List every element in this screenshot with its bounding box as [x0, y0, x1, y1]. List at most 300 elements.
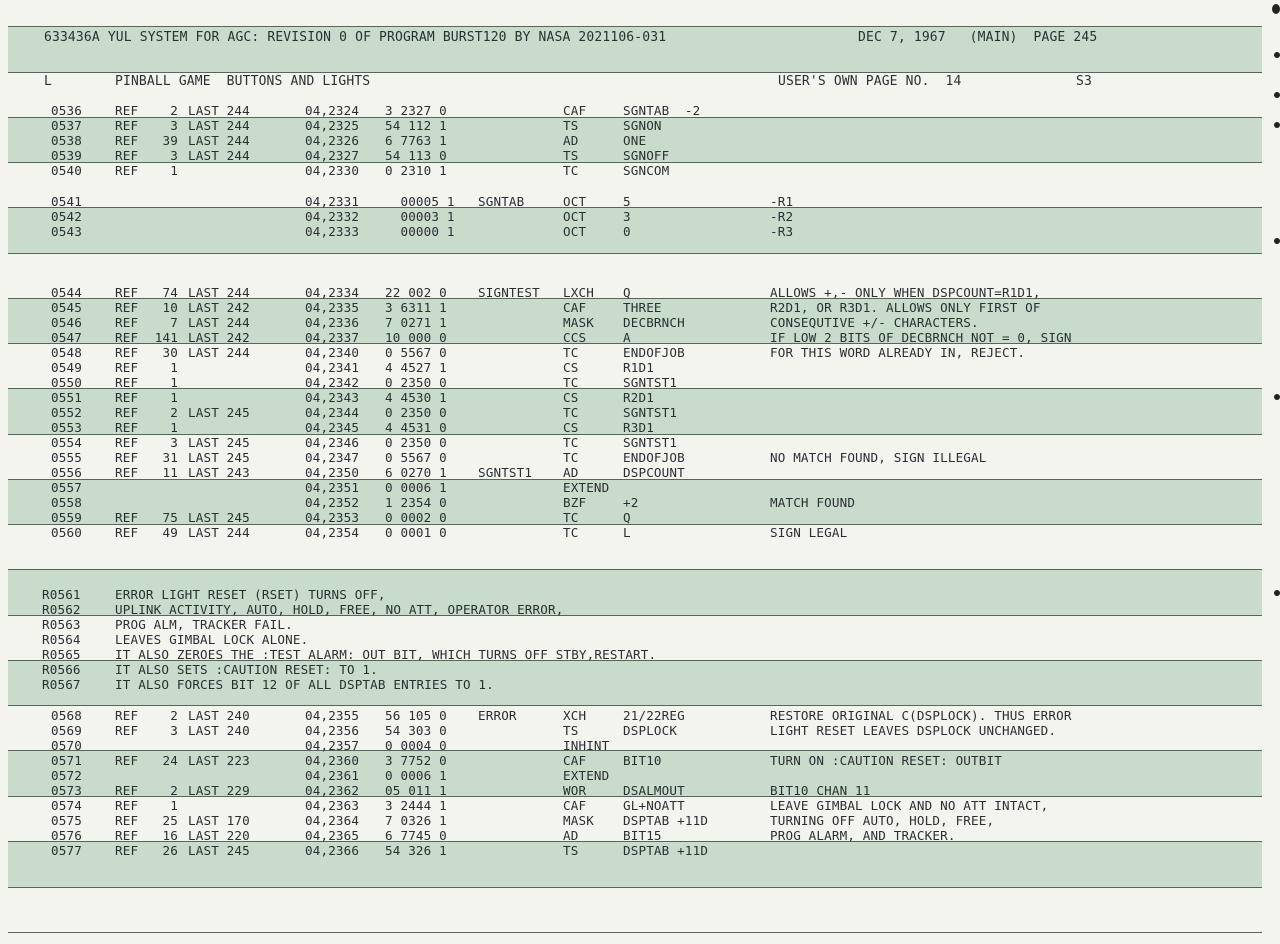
operand: SGNON	[623, 118, 662, 133]
rule	[8, 72, 1262, 73]
header-code: S3	[1076, 74, 1092, 89]
header-date-page: DEC 7, 1967 (MAIN) PAGE 245	[858, 30, 1098, 45]
comment: SIGN LEGAL	[770, 525, 848, 540]
opcode: OCT	[563, 194, 587, 209]
ref-tag: REF	[115, 420, 139, 435]
margin-mark	[1274, 122, 1280, 128]
remark-text: IT ALSO ZEROES THE :TEST ALARM: OUT BIT, WHICH TURNS OFF STBY,RESTART.	[115, 647, 657, 662]
address: 04,2333	[305, 224, 360, 239]
rule	[8, 932, 1262, 933]
octal-word: 4 4527 1	[385, 360, 447, 375]
address: 04,2336	[305, 315, 360, 330]
ref-count: 24	[162, 753, 178, 768]
octal-word: 10 000 0	[385, 330, 447, 345]
line-number: 0537	[51, 118, 82, 133]
ref-count: 25	[162, 813, 178, 828]
ref-tag: REF	[115, 753, 139, 768]
octal-word: 6 0270 1	[385, 465, 447, 480]
margin-mark	[1274, 590, 1280, 596]
line-number: 0554	[51, 435, 82, 450]
line-number: 0545	[51, 300, 82, 315]
ref-count: 31	[162, 450, 178, 465]
ref-tag: REF	[115, 118, 139, 133]
address: 04,2347	[305, 450, 360, 465]
opcode: LXCH	[563, 285, 594, 300]
ref-count: 10	[162, 300, 178, 315]
address: 04,2355	[305, 708, 360, 723]
ref-tag: REF	[115, 783, 139, 798]
ref-tag: REF	[115, 405, 139, 420]
operand: R2D1	[623, 390, 654, 405]
operand: ONE	[623, 133, 647, 148]
octal-word: 3 2444 1	[385, 798, 447, 813]
last-ref: LAST 244	[188, 133, 250, 148]
ref-tag: REF	[115, 813, 139, 828]
address: 04,2353	[305, 510, 360, 525]
line-number: 0552	[51, 405, 82, 420]
operand: A	[623, 330, 631, 345]
opcode: CAF	[563, 798, 587, 813]
opcode: AD	[563, 465, 579, 480]
operand: SGNTST1	[623, 375, 678, 390]
operand: DSPTAB +11D	[623, 813, 709, 828]
band	[8, 207, 1262, 253]
ref-tag: REF	[115, 163, 139, 178]
address: 04,2343	[305, 390, 360, 405]
address: 04,2337	[305, 330, 360, 345]
line-number: 0574	[51, 798, 82, 813]
operand: BIT10	[623, 753, 662, 768]
address: 04,2365	[305, 828, 360, 843]
address: 04,2334	[305, 285, 360, 300]
operand: ENDOFJOB	[623, 450, 685, 465]
remark-number: R0566	[42, 662, 81, 677]
ref-tag: REF	[115, 285, 139, 300]
ref-tag: REF	[115, 148, 139, 163]
opcode: AD	[563, 828, 579, 843]
line-number: 0559	[51, 510, 82, 525]
remark-text: IT ALSO FORCES BIT 12 OF ALL DSPTAB ENTRIES TO 1.	[115, 677, 494, 692]
address: 04,2340	[305, 345, 360, 360]
ref-tag: REF	[115, 330, 139, 345]
address: 04,2350	[305, 465, 360, 480]
ref-count: 3	[170, 148, 178, 163]
opcode: BZF	[563, 495, 587, 510]
remark-text: PROG ALM, TRACKER FAIL.	[115, 617, 293, 632]
octal-word: 0 2310 1	[385, 163, 447, 178]
ref-tag: REF	[115, 375, 139, 390]
comment: RESTORE ORIGINAL C(DSPLOCK). THUS ERROR	[770, 708, 1072, 723]
address: 04,2351	[305, 480, 360, 495]
symbol-label: SIGNTEST	[478, 285, 540, 300]
operand: SGNCOM	[623, 163, 670, 178]
address: 04,2327	[305, 148, 360, 163]
operand: DSPCOUNT	[623, 465, 685, 480]
opcode: TC	[563, 163, 579, 178]
ref-tag: REF	[115, 723, 139, 738]
ref-tag: REF	[115, 133, 139, 148]
ref-tag: REF	[115, 315, 139, 330]
last-ref: LAST 245	[188, 510, 250, 525]
ref-count: 75	[162, 510, 178, 525]
operand: SGNTST1	[623, 435, 678, 450]
address: 04,2342	[305, 375, 360, 390]
address: 04,2346	[305, 435, 360, 450]
octal-word: 7 0326 1	[385, 813, 447, 828]
last-ref: LAST 242	[188, 300, 250, 315]
operand: L	[623, 525, 631, 540]
remark-number: R0565	[42, 647, 81, 662]
remark-number: R0562	[42, 602, 81, 617]
opcode: TC	[563, 345, 579, 360]
comment: TURN ON :CAUTION RESET: OUTBIT	[770, 753, 1002, 768]
comment: FOR THIS WORD ALREADY IN, REJECT.	[770, 345, 1026, 360]
margin-mark	[1274, 92, 1280, 98]
line-number: 0570	[51, 738, 82, 753]
ref-tag: REF	[115, 465, 139, 480]
octal-word: 1 2354 0	[385, 495, 447, 510]
ref-count: 1	[170, 390, 178, 405]
symbol-label: SGNTAB	[478, 194, 525, 209]
address: 04,2361	[305, 768, 360, 783]
octal-word: 0 2350 0	[385, 435, 447, 450]
remark-number: R0561	[42, 587, 81, 602]
opcode: EXTEND	[563, 768, 610, 783]
symbol-label: ERROR	[478, 708, 517, 723]
rule	[8, 253, 1262, 254]
rule	[8, 26, 1262, 27]
ref-count: 3	[170, 118, 178, 133]
address: 04,2326	[305, 133, 360, 148]
operand: SGNOFF	[623, 148, 670, 163]
line-number: 0540	[51, 163, 82, 178]
ref-count: 2	[170, 708, 178, 723]
address: 04,2344	[305, 405, 360, 420]
ref-tag: REF	[115, 450, 139, 465]
octal-word: 0 0002 0	[385, 510, 447, 525]
octal-word: 56 105 0	[385, 708, 447, 723]
operand: R1D1	[623, 360, 654, 375]
opcode: INHINT	[563, 738, 610, 753]
ref-count: 39	[162, 133, 178, 148]
opcode: EXTEND	[563, 480, 610, 495]
address: 04,2332	[305, 209, 360, 224]
octal-word: 6 7763 1	[385, 133, 447, 148]
address: 04,2330	[305, 163, 360, 178]
octal-word: 4 4531 0	[385, 420, 447, 435]
opcode: TC	[563, 375, 579, 390]
operand: THREE	[623, 300, 662, 315]
line-number: 0568	[51, 708, 82, 723]
line-number: 0577	[51, 843, 82, 858]
octal-word: 0 0004 0	[385, 738, 447, 753]
operand: SGNTST1	[623, 405, 678, 420]
octal-word: 0 0006 1	[385, 480, 447, 495]
last-ref: LAST 170	[188, 813, 250, 828]
ref-tag: REF	[115, 798, 139, 813]
octal-word: 00005 1	[385, 194, 455, 209]
remark-number: R0564	[42, 632, 81, 647]
opcode: WOR	[563, 783, 587, 798]
operand: Q	[623, 285, 631, 300]
address: 04,2325	[305, 118, 360, 133]
last-ref: LAST 223	[188, 753, 250, 768]
address: 04,2354	[305, 525, 360, 540]
last-ref: LAST 242	[188, 330, 250, 345]
opcode: TS	[563, 843, 579, 858]
margin-mark	[1274, 52, 1280, 58]
rule	[8, 705, 1262, 706]
comment: -R3	[770, 224, 794, 239]
ref-count: 2	[170, 783, 178, 798]
comment: NO MATCH FOUND, SIGN ILLEGAL	[770, 450, 987, 465]
octal-word: 0 0006 1	[385, 768, 447, 783]
line-number: 0560	[51, 525, 82, 540]
opcode: TS	[563, 148, 579, 163]
ref-count: 1	[170, 798, 178, 813]
line-number: 0538	[51, 133, 82, 148]
address: 04,2335	[305, 300, 360, 315]
opcode: CS	[563, 360, 579, 375]
line-number: 0572	[51, 768, 82, 783]
last-ref: LAST 220	[188, 828, 250, 843]
rule	[8, 750, 1262, 751]
ref-count: 2	[170, 103, 178, 118]
ref-tag: REF	[115, 390, 139, 405]
last-ref: LAST 245	[188, 450, 250, 465]
octal-word: 3 2327 0	[385, 103, 447, 118]
line-number: 0558	[51, 495, 82, 510]
margin-mark	[1274, 394, 1280, 400]
line-number: 0573	[51, 783, 82, 798]
address: 04,2362	[305, 783, 360, 798]
ref-tag: REF	[115, 828, 139, 843]
last-ref: LAST 245	[188, 435, 250, 450]
line-number: 0555	[51, 450, 82, 465]
opcode: MASK	[563, 315, 594, 330]
comment: ALLOWS +,- ONLY WHEN DSPCOUNT=R1D1,	[770, 285, 1041, 300]
ref-count: 1	[170, 360, 178, 375]
ref-tag: REF	[115, 103, 139, 118]
operand: DSPTAB +11D	[623, 843, 709, 858]
opcode: CAF	[563, 103, 587, 118]
line-number: 0557	[51, 480, 82, 495]
line-number: 0556	[51, 465, 82, 480]
ref-tag: REF	[115, 525, 139, 540]
octal-word: 54 112 1	[385, 118, 447, 133]
operand: SGNTAB -2	[623, 103, 701, 118]
header-section-title: PINBALL GAME BUTTONS AND LIGHTS	[115, 74, 371, 89]
octal-word: 6 7745 0	[385, 828, 447, 843]
ref-count: 7	[170, 315, 178, 330]
last-ref: LAST 244	[188, 103, 250, 118]
header-type: L	[44, 74, 52, 89]
comment: R2D1, OR R3D1. ALLOWS ONLY FIRST OF	[770, 300, 1041, 315]
line-number: 0539	[51, 148, 82, 163]
rule	[8, 887, 1262, 888]
address: 04,2360	[305, 753, 360, 768]
octal-word: 0 0001 0	[385, 525, 447, 540]
opcode: CAF	[563, 753, 587, 768]
line-number: 0549	[51, 360, 82, 375]
ref-tag: REF	[115, 435, 139, 450]
remark-number: R0567	[42, 677, 81, 692]
address: 04,2356	[305, 723, 360, 738]
operand: 0	[623, 224, 631, 239]
line-number: 0544	[51, 285, 82, 300]
opcode: TC	[563, 510, 579, 525]
ref-count: 3	[170, 435, 178, 450]
comment: LEAVE GIMBAL LOCK AND NO ATT INTACT,	[770, 798, 1049, 813]
address: 04,2364	[305, 813, 360, 828]
ref-count: 141	[154, 330, 178, 345]
opcode: OCT	[563, 224, 587, 239]
comment: MATCH FOUND	[770, 495, 856, 510]
opcode: TS	[563, 118, 579, 133]
rule	[8, 569, 1262, 570]
ref-count: 74	[162, 285, 178, 300]
margin-mark	[1272, 4, 1280, 14]
remark-number: R0563	[42, 617, 81, 632]
operand: +2	[623, 495, 639, 510]
opcode: TC	[563, 525, 579, 540]
last-ref: LAST 244	[188, 285, 250, 300]
ref-count: 1	[170, 163, 178, 178]
octal-word: 0 2350 0	[385, 405, 447, 420]
last-ref: LAST 240	[188, 708, 250, 723]
last-ref: LAST 240	[188, 723, 250, 738]
octal-word: 0 5567 0	[385, 450, 447, 465]
address: 04,2324	[305, 103, 360, 118]
comment: TURNING OFF AUTO, HOLD, FREE,	[770, 813, 995, 828]
comment: PROG ALARM, AND TRACKER.	[770, 828, 956, 843]
last-ref: LAST 244	[188, 345, 250, 360]
octal-word: 00003 1	[385, 209, 455, 224]
opcode: TC	[563, 435, 579, 450]
comment: LIGHT RESET LEAVES DSPLOCK UNCHANGED.	[770, 723, 1057, 738]
operand: BIT15	[623, 828, 662, 843]
comment: BIT10 CHAN 11	[770, 783, 871, 798]
octal-word: 00000 1	[385, 224, 455, 239]
opcode: CS	[563, 420, 579, 435]
line-number: 0576	[51, 828, 82, 843]
opcode: CCS	[563, 330, 587, 345]
octal-word: 54 326 1	[385, 843, 447, 858]
last-ref: LAST 244	[188, 525, 250, 540]
opcode: TC	[563, 405, 579, 420]
octal-word: 05 011 1	[385, 783, 447, 798]
address: 04,2366	[305, 843, 360, 858]
comment: -R1	[770, 194, 794, 209]
operand: 21/22REG	[623, 708, 685, 723]
last-ref: LAST 244	[188, 148, 250, 163]
operand: 5	[623, 194, 631, 209]
address: 04,2357	[305, 738, 360, 753]
operand: DECBRNCH	[623, 315, 685, 330]
comment: -R2	[770, 209, 794, 224]
line-number: 0571	[51, 753, 82, 768]
opcode: AD	[563, 133, 579, 148]
ref-tag: REF	[115, 510, 139, 525]
ref-count: 2	[170, 405, 178, 420]
line-number: 0550	[51, 375, 82, 390]
operand: GL+NOATT	[623, 798, 685, 813]
opcode: CAF	[563, 300, 587, 315]
operand: DSALMOUT	[623, 783, 685, 798]
octal-word: 7 0271 1	[385, 315, 447, 330]
octal-word: 22 002 0	[385, 285, 447, 300]
ref-count: 30	[162, 345, 178, 360]
opcode: TC	[563, 450, 579, 465]
octal-word: 3 7752 0	[385, 753, 447, 768]
octal-word: 4 4530 1	[385, 390, 447, 405]
opcode: TS	[563, 723, 579, 738]
ref-count: 49	[162, 525, 178, 540]
line-number: 0536	[51, 103, 82, 118]
ref-tag: REF	[115, 300, 139, 315]
header-title: 633436A YUL SYSTEM FOR AGC: REVISION 0 OF PROGRAM BURST120 BY NASA 2021106-031	[44, 30, 667, 45]
line-number: 0551	[51, 390, 82, 405]
ref-count: 1	[170, 420, 178, 435]
octal-word: 54 113 0	[385, 148, 447, 163]
line-number: 0575	[51, 813, 82, 828]
octal-word: 0 5567 0	[385, 345, 447, 360]
ref-count: 3	[170, 723, 178, 738]
comment: IF LOW 2 BITS OF DECBRNCH NOT = 0, SIGN	[770, 330, 1072, 345]
line-number: 0541	[51, 194, 82, 209]
address: 04,2341	[305, 360, 360, 375]
ref-count: 26	[162, 843, 178, 858]
last-ref: LAST 244	[188, 315, 250, 330]
operand: Q	[623, 510, 631, 525]
address: 04,2331	[305, 194, 360, 209]
last-ref: LAST 229	[188, 783, 250, 798]
header-user-page: USER'S OWN PAGE NO. 14	[778, 74, 962, 89]
last-ref: LAST 244	[188, 118, 250, 133]
octal-word: 54 303 0	[385, 723, 447, 738]
ref-tag: REF	[115, 708, 139, 723]
ref-count: 1	[170, 375, 178, 390]
address: 04,2363	[305, 798, 360, 813]
ref-tag: REF	[115, 345, 139, 360]
operand: ENDOFJOB	[623, 345, 685, 360]
line-number: 0553	[51, 420, 82, 435]
last-ref: LAST 245	[188, 405, 250, 420]
line-number: 0548	[51, 345, 82, 360]
octal-word: 3 6311 1	[385, 300, 447, 315]
remark-text: LEAVES GIMBAL LOCK ALONE.	[115, 632, 309, 647]
ref-count: 11	[162, 465, 178, 480]
remark-text: ERROR LIGHT RESET (RSET) TURNS OFF,	[115, 587, 386, 602]
opcode: XCH	[563, 708, 587, 723]
operand: R3D1	[623, 420, 654, 435]
octal-word: 0 2350 0	[385, 375, 447, 390]
remark-text: UPLINK ACTIVITY, AUTO, HOLD, FREE, NO ATT, OPERATOR ERROR,	[115, 602, 564, 617]
rule	[8, 207, 1262, 208]
line-number: 0569	[51, 723, 82, 738]
address: 04,2352	[305, 495, 360, 510]
symbol-label: SGNTST1	[478, 465, 533, 480]
operand: DSPLOCK	[623, 723, 678, 738]
ref-tag: REF	[115, 360, 139, 375]
line-number: 0542	[51, 209, 82, 224]
comment: CONSEQUTIVE +/- CHARACTERS.	[770, 315, 979, 330]
operand: 3	[623, 209, 631, 224]
opcode: OCT	[563, 209, 587, 224]
line-number: 0543	[51, 224, 82, 239]
margin-mark	[1274, 238, 1280, 244]
line-number: 0547	[51, 330, 82, 345]
